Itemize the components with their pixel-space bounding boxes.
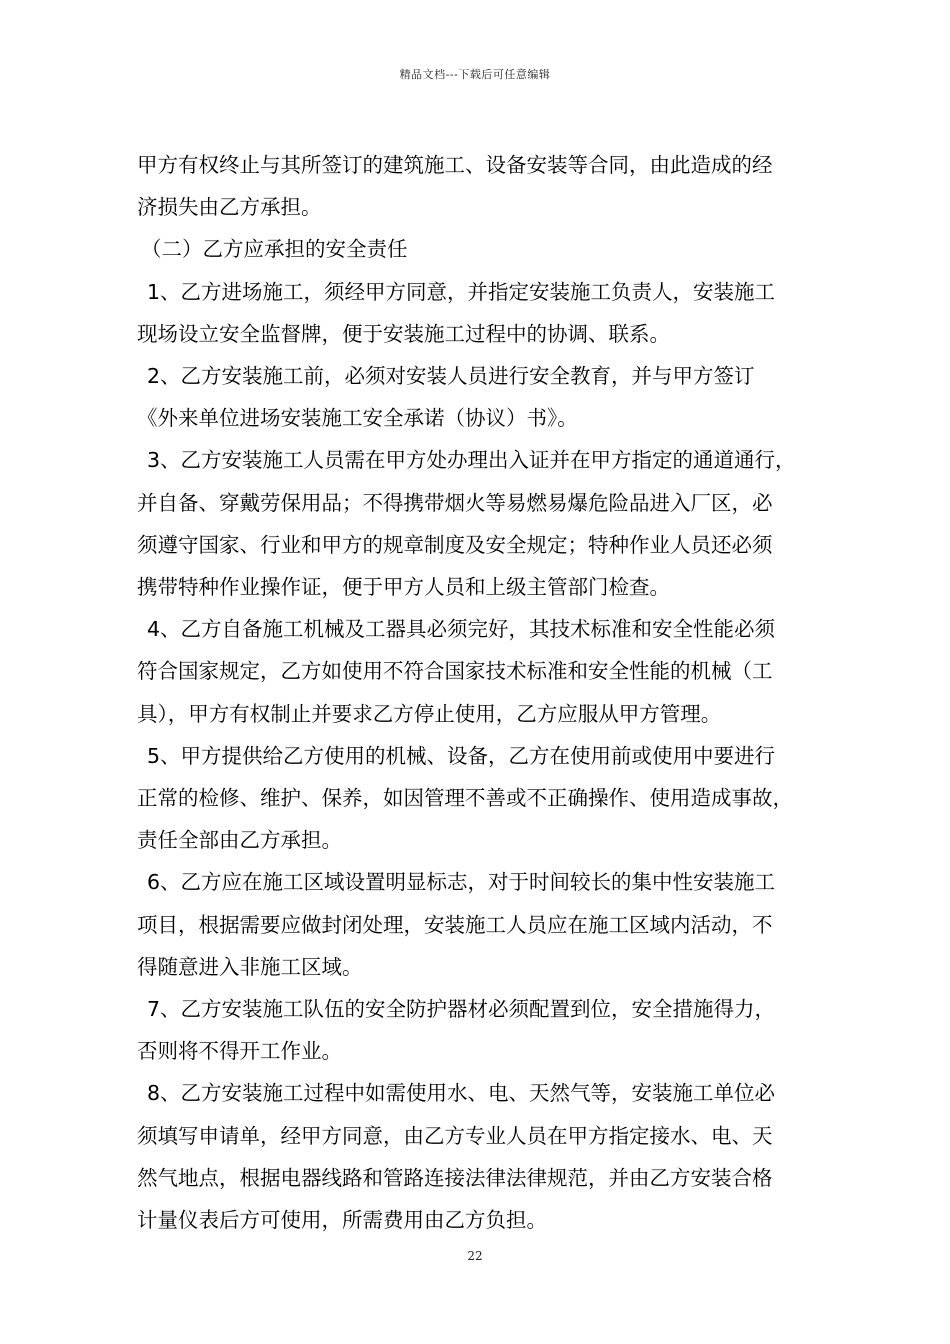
paragraph-line: 具），甲方有权制止并要求乙方停止使用，乙方应服从甲方管理。	[137, 701, 722, 726]
paragraph-line: 《外来单位进场安装施工安全承诺（协议）书》。	[137, 406, 578, 431]
paragraph-line: 计量仪表后方可使用，所需费用由乙方负担。	[137, 1208, 547, 1233]
paragraph-line: 须遵守国家、行业和甲方的规章制度及安全规定；特种作业人员还必须	[137, 532, 773, 557]
paragraph-line: 正常的检修、维护、保养，如因管理不善或不正确操作、使用造成事故，	[137, 786, 793, 811]
list-item-first-line: 2、乙方安装施工前，必须对安装人员进行安全教育，并与甲方签订	[147, 364, 755, 389]
paragraph-line: 并自备、穿戴劳保用品；不得携带烟火等易燃易爆危险品进入厂区，必	[137, 490, 773, 515]
list-item-first-line: 8、乙方安装施工过程中如需使用水、电、天然气等，安装施工单位必	[147, 1081, 776, 1106]
paragraph-line: 符合国家规定，乙方如使用不符合国家技术标准和安全性能的机械（工	[137, 659, 773, 684]
paragraph-line: 须填写申请单，经甲方同意，由乙方专业人员在甲方指定接水、电、天	[137, 1123, 773, 1148]
paragraph-line: 项目，根据需要应做封闭处理，安装施工人员应在施工区域内活动，不	[137, 912, 773, 937]
paragraph-line: 然气地点，根据电器线路和管路连接法律法律规范，并由乙方安装合格	[137, 1165, 773, 1190]
paragraph-line: 济损失由乙方承担。	[137, 195, 322, 220]
list-item-first-line: 1、乙方进场施工，须经甲方同意，并指定安装施工负责人，安装施工	[147, 279, 776, 304]
paragraph-line: 携带特种作业操作证，便于甲方人员和上级主管部门检查。	[137, 575, 670, 600]
list-item-first-line: 3、乙方安装施工人员需在甲方处办理出入证并在甲方指定的通道通行，	[147, 448, 796, 473]
list-item-first-line: 5、甲方提供给乙方使用的机械、设备，乙方在使用前或使用中要进行	[147, 743, 776, 768]
list-item-first-line: 4、乙方自备施工机械及工器具必须完好，其技术标准和安全性能必须	[147, 617, 776, 642]
paragraph-line: 甲方有权终止与其所签订的建筑施工、设备安装等合同，由此造成的经	[137, 153, 773, 177]
page-number: 22	[467, 1249, 483, 1263]
paragraph-line: 得随意进入非施工区域。	[137, 954, 363, 979]
paragraph-line: 现场设立安全监督牌，便于安装施工过程中的协调、联系。	[137, 321, 670, 346]
paragraph-line: 责任全部由乙方承担。	[137, 828, 342, 853]
paragraph-line: 否则将不得开工作业。	[137, 1039, 342, 1064]
list-item-first-line: 7、乙方安装施工队伍的安全防护器材必须配置到位，安全措施得力，	[147, 997, 776, 1022]
page-header: 精品文档---下载后可任意编辑	[399, 68, 551, 81]
document-body	[137, 144, 847, 1241]
list-item-first-line: 6、乙方应在施工区域设置明显标志，对于时间较长的集中性安装施工	[147, 870, 776, 895]
section-heading: （二）乙方应承担的安全责任	[141, 237, 408, 262]
